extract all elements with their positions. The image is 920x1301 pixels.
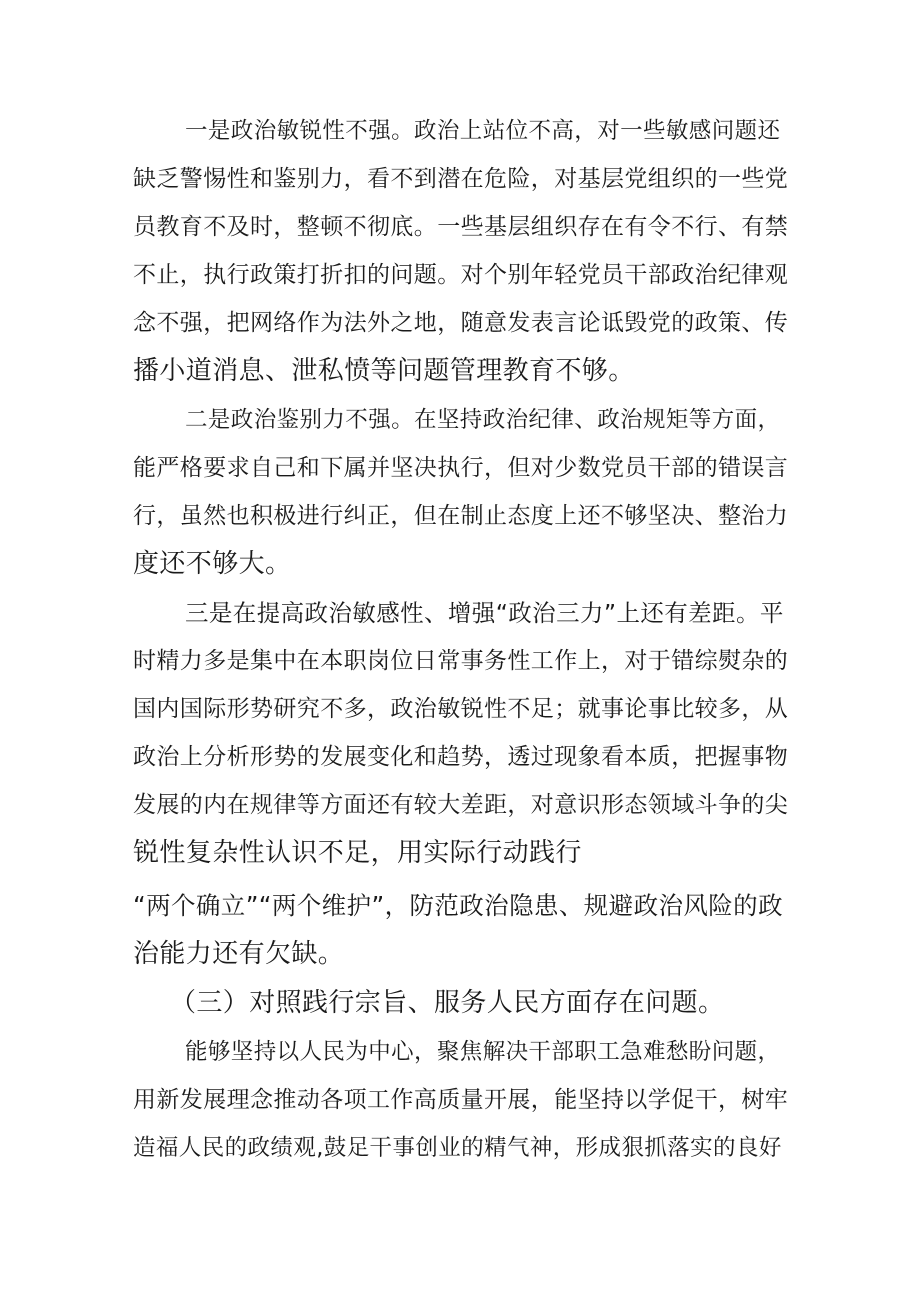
- paragraph-line: 能严格要求自己和下属并坚决执行，但对少数党员干部的错误言: [133, 455, 789, 481]
- paragraph-line: 造福人民的政绩观,鼓足干事创业的精气神，形成狠抓落实的良好: [133, 1135, 782, 1161]
- paragraph-line: 发展的内在规律等方面还有较大差距，对意识形态领域斗争的尖: [133, 792, 789, 818]
- paragraph-line: 政治上分析形势的发展变化和趋势，透过现象看本质，把握事物: [133, 744, 789, 770]
- paragraph-line: 时精力多是集中在本职岗位日常事务性工作上，对于错综熨杂的: [133, 648, 789, 674]
- paragraph-line: 锐性复杂性认识不足，用实际行动践行: [133, 838, 582, 868]
- paragraph-line: 行，虽然也积极进行纠正，但在制止态度上还不够坚决、整治力: [133, 503, 789, 529]
- paragraph-line: 念不强，把网络作为法外之地，随意发表言论诋毁党的政策、传: [133, 310, 789, 336]
- paragraph-line: 员教育不及时，整顿不彻底。一些基层组织存在有令不行、有禁: [133, 214, 789, 240]
- paragraph-line: 度还不够大。: [133, 549, 292, 579]
- paragraph-line: 缺乏警惕性和鉴别力，看不到潜在危险，对基层党组织的一些党: [133, 166, 789, 192]
- paragraph-line: 三是在提高政治敏感性、增强“政治三力”上还有差距。平: [185, 599, 784, 627]
- section-heading: （三）对照践行宗旨、服务人民方面存在问题。: [170, 988, 725, 1018]
- paragraph-line: 用新发展理念推动各项工作高质量开展，能坚持以学促干，树牢: [133, 1087, 789, 1113]
- paragraph-line: 国内国际形势研究不多，政治敏锐性不足；就事论事比较多，从: [133, 696, 789, 722]
- paragraph-line: 不止，执行政策打折扣的问题。对个别年轻党员干部政治纪律观: [133, 262, 789, 288]
- paragraph-line: “两个确立”“两个维护”，防范政治隐患、规避政治风险的政: [133, 891, 783, 920]
- paragraph-line: 能够坚持以人民为中心，聚焦解决干部职工急难愁盼问题，: [185, 1039, 781, 1065]
- paragraph-line: 二是政治鉴别力不强。在坚持政治纪律、政治规矩等方面，: [185, 407, 781, 433]
- paragraph-line: 播小道消息、泄私愤等问题管理教育不够。: [133, 356, 635, 386]
- paragraph-line: 治能力还有欠缺。: [133, 939, 345, 969]
- paragraph-line: 一是政治敏锐性不强。政治上站位不高，对一些敏感问题还: [185, 118, 781, 144]
